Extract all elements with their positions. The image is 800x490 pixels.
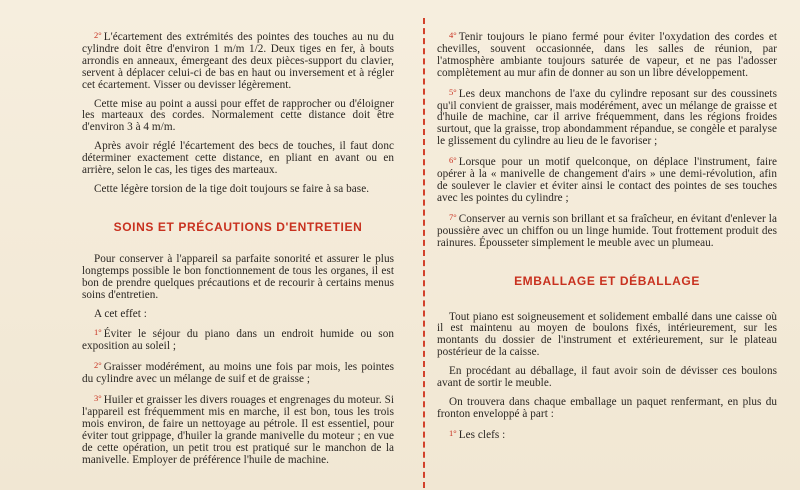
paragraph-intro: Pour conserver à l'appareil sa parfaite sonorité et assurer le plus longtemps possible le bon fonctionnement de tous les organes, il est bon de prendre quelques précautions et de recourir à certains menus soins d'entretien. xyxy=(82,252,394,301)
item-text: Les clefs : xyxy=(458,428,506,441)
item-text: Conserver au vernis son brillant et sa fraîcheur, en évitant d'enlever la poussière avec un chiffon ou un linge humide. Tout frottement produit des rainures. Épousseter simplement le meuble avec un plumeau. xyxy=(437,212,777,249)
paragraph-effect: A cet effet : xyxy=(94,307,147,320)
paragraph-adjustment: Cette mise au point a aussi pour effet de rapprocher ou d'éloigner les marteaux des cordes. Normalement cette distance doit être d'environ 3 à 4 m/m. xyxy=(82,97,394,134)
item-text: Tenir toujours le piano fermé pour éviter l'oxydation des cordes et chevilles, souvent occasionnée, dans les salles de réunion, par l'atmosphère ambiante toujours saturée de vapeur, et ne pas l'adosser complètement au mur afin de donner au son un libre développement. xyxy=(437,31,777,79)
item-number: 1° xyxy=(449,427,457,438)
care-item-7 xyxy=(437,212,777,250)
right-column xyxy=(437,30,777,449)
item-text: Huiler et graisser les divers rouages et engrenages du moteur. Si l'appareil est fréquemment mis en marche, il est bon, tous les trois mois environ, de faire un nettoyage au pétrole. Il est essentiel, pour éviter tout grippage, d'huiler la grande manivelle du moteur ; en vue de cette opération, un petit trou est pratiqué sur le manchon de la manivelle. Employer de préférence l'huile de machine. xyxy=(82,394,394,466)
section-heading-packing: EMBALLAGE ET DÉBALLAGE xyxy=(514,273,700,288)
left-column xyxy=(82,30,394,473)
care-item-5 xyxy=(437,87,777,149)
section-heading-care: SOINS ET PRÉCAUTIONS D'ENTRETIEN xyxy=(113,219,363,234)
item-text: Éviter le séjour du piano dans un endroit humide ou son exposition au soleil ; xyxy=(82,328,394,353)
perforation-divider xyxy=(423,18,425,488)
item-number: 5° xyxy=(449,86,457,97)
care-item-6 xyxy=(437,155,777,205)
paragraph-package: On trouvera dans chaque emballage un paquet renfermant, en plus du fronton enveloppé à part : xyxy=(437,395,777,420)
care-item-3 xyxy=(82,393,394,466)
item-number: 6° xyxy=(449,155,457,166)
packing-item-1 xyxy=(437,428,777,442)
paragraph-2 xyxy=(82,30,394,92)
item-text: Les deux manchons de l'axe du cylindre reposant sur des coussinets qu'il convient de graisser, mais modérément, avec un mélange de graisse et d'huile de machine, car il arrive fréquemment, dans les régions froides surtout, que la graisse, trop abondamment répandue, se congèle et paralyse le glissement du cylindre au lieu de le favoriser ; xyxy=(437,87,777,148)
paragraph-torsion: Cette légère torsion de la tige doit toujours se faire à sa base. xyxy=(94,182,370,195)
item-number: 3° xyxy=(94,393,102,404)
item-text: Graisser modérément, au moins une fois par mois, les pointes du cylindre avec un mélange de suif et de graisse ; xyxy=(82,361,394,386)
paragraph-text: L'écartement des extrémités des pointes des touches au nu du cylindre doit être d'environ 1 m/m 1/2. Deux tiges en fer, à bouts arrondis en anneaux, émergeant des deux pièces-support du clavier, servent à déplacer celui-ci de bas en haut ou inversement et à régler cet écartement. Visser ou devisser légèrement. xyxy=(82,31,394,91)
paragraph-unpacking: En procédant au déballage, il faut avoir soin de dévisser ces boulons avant de sortir le meuble. xyxy=(437,365,777,390)
care-item-4 xyxy=(437,30,777,80)
paragraph-distance: Après avoir réglé l'écartement des becs de touches, il faut donc déterminer exactement cette distance, en pliant en avant ou en arrière, selon le cas, les tiges des marteaux. xyxy=(82,140,394,177)
care-item-2 xyxy=(82,360,394,386)
item-number: 4° xyxy=(449,30,457,40)
item-number: 7° xyxy=(449,211,457,222)
paragraph-packing: Tout piano est soigneusement et solidement emballé dans une caisse où il est maintenu au moyen de boulons fixés, intérieurement, sur les montants du dossier de l'instrument et extérieurement, sur le plateau postérieur de la caisse. xyxy=(437,310,777,359)
item-text: Lorsque pour un motif quelconque, on déplace l'instrument, faire opérer à la « manivelle de changement d'airs » une demi-révolution, afin de soulever le clavier et éviter ainsi le contact des pointes de ses touches avec les pointes du cylindre ; xyxy=(437,156,777,204)
item-number: 2° xyxy=(94,360,102,371)
care-item-1 xyxy=(82,327,394,353)
item-number: 2° xyxy=(94,30,102,40)
item-number: 1° xyxy=(94,327,102,338)
